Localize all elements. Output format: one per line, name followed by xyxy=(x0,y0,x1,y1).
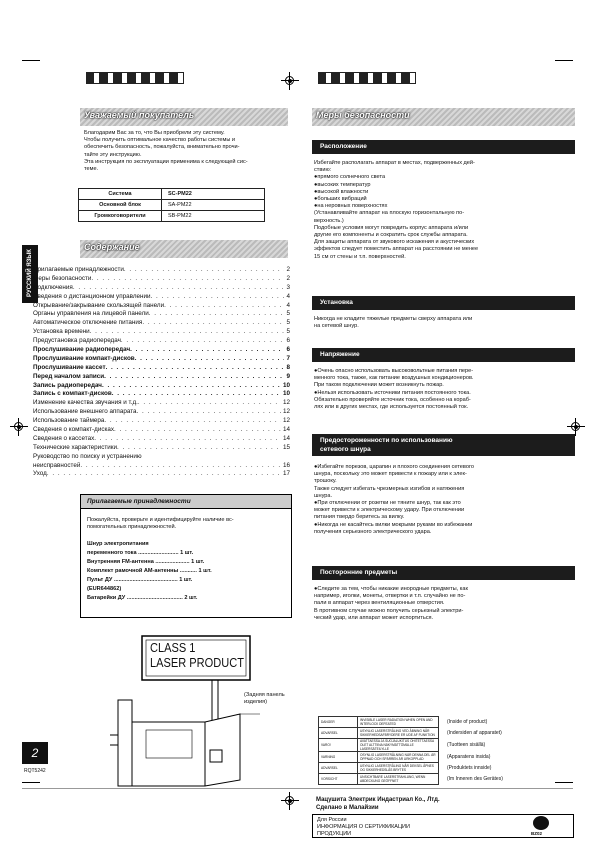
laser-label xyxy=(150,640,244,670)
table-caption: (Indersiden af apparatet) xyxy=(447,730,502,736)
page-number: 2 xyxy=(22,742,48,764)
toc-entry xyxy=(33,435,290,444)
toc-title: Автоматическое отключение питания xyxy=(33,319,143,327)
toc-title: Прослушивание радиопередач xyxy=(33,346,131,354)
text-line: При таком подключении может возникнуть пожар. xyxy=(314,382,444,389)
text-line: Мацушита Электрик Индастриал Ко., Лтд. xyxy=(316,797,440,803)
table-cell: Громкоговорители xyxy=(79,211,162,222)
toc-entry xyxy=(33,373,290,382)
text-line: (Задняя панель xyxy=(244,692,285,698)
table-caption: (Inside of product) xyxy=(447,719,488,725)
toc-entry xyxy=(33,417,290,426)
contents-title: Содержание xyxy=(84,242,140,252)
accessory-item: (EUR644862) xyxy=(87,586,122,592)
table-caption: (Produktets innside) xyxy=(447,765,492,771)
accessory-item: Шнур электропитания xyxy=(87,541,149,547)
toc-title: неисправностей xyxy=(33,461,81,469)
table-caption: (Im Inneren des Gerätes) xyxy=(447,776,503,782)
text-line: Сделано в Малайзии xyxy=(316,805,379,811)
toc-leader xyxy=(121,337,285,346)
text-line: например, иголки, монеты, отвертки и т.п. случайно не по- xyxy=(314,593,466,600)
section-heading: Расположение xyxy=(312,140,575,154)
toc-entry xyxy=(33,266,290,275)
toc-page: 6 xyxy=(286,337,290,345)
toc-leader xyxy=(124,266,285,275)
toc-entry xyxy=(33,284,290,293)
text-line: пали в аппарат через вентиляционные отверстия. xyxy=(314,600,445,607)
text-line: Избегайте располагать аппарат в местах, подверженных дей- xyxy=(314,160,475,166)
text-line: ●Следите за тем, чтобы никакие инородные предметы, как xyxy=(314,586,468,592)
text-line: Чтобы получить оптимальное качество работы системы и xyxy=(84,137,236,144)
toc-page: 12 xyxy=(282,417,290,425)
placement-text xyxy=(314,160,576,261)
toc-page: 2 xyxy=(286,266,290,273)
text-line: ●Избегайте порезов, царапин и плохого соединения сетевого xyxy=(314,464,474,470)
toc-entry xyxy=(33,328,290,337)
toc-page: 4 xyxy=(286,292,290,300)
toc-leader xyxy=(135,355,285,364)
crop-mark xyxy=(555,60,573,61)
toc-entry xyxy=(33,453,290,462)
toc-title: Органы управления на лицевой панели xyxy=(33,310,149,318)
color-bar-right xyxy=(318,72,416,84)
toc-leader xyxy=(130,346,284,355)
toc-entry xyxy=(33,355,290,364)
cord-text xyxy=(314,464,576,536)
toc-title: Прослушивание кассет xyxy=(33,363,106,371)
toc-page: 14 xyxy=(282,426,290,434)
toc-page: 3 xyxy=(286,283,290,291)
toc-title: Запись с компакт-дисков xyxy=(33,390,112,398)
toc-entry xyxy=(33,364,290,373)
safety-banner xyxy=(312,108,575,126)
toc-entry xyxy=(33,337,290,346)
text-line: Для России xyxy=(317,817,347,823)
toc-entry xyxy=(33,346,290,355)
toc-page: 16 xyxy=(282,461,290,469)
toc-entry xyxy=(33,462,290,471)
accessory-item: Батарейки ДУ .................................... 2 шт. xyxy=(87,595,198,601)
table-cell: UNSICHTBARE LASERSTRAHLUNG, WENN ABDECKUNG GEÖFFNET xyxy=(358,774,439,785)
table-cell: SC-PM22 xyxy=(162,189,265,200)
toc-entry xyxy=(33,390,290,399)
laser-class: CLASS 1 xyxy=(150,640,196,655)
accessory-item: Внутренняя FM-антенна ...................... 1 шт. xyxy=(87,559,205,565)
toc-entry xyxy=(33,319,290,328)
toc-leader xyxy=(164,302,284,311)
text-line: ●прямого солнечного света xyxy=(314,174,386,181)
toc-title: Технические характеристики xyxy=(33,443,118,451)
toc-title: Открывание/закрывание скользящей панели xyxy=(33,301,165,309)
text-line: Никогда не кладите тяжелые предметы сверху аппарата или xyxy=(314,316,473,322)
table-cell: USYNLIG LASERSTRÅLING NÅR DEKSEL ÅPNES OG SIKKERHEDSLÅS BRYTES xyxy=(358,763,439,774)
text-line: Также следует избегать чрезмерных изгибов и натяжения xyxy=(314,485,465,492)
table-cell: USYNLIG LASERSTRÅLING VED ÅBNING NÅR SIKKERHEDSAFBRYDERE ER UDE AF FUNKTION xyxy=(358,728,439,739)
toc-page: 10 xyxy=(282,381,290,389)
toc-page: 6 xyxy=(286,346,290,354)
text-line: на сетевой шнур. xyxy=(314,323,359,330)
toc-leader xyxy=(114,426,281,435)
text-line: теме. xyxy=(84,166,99,173)
table-cell: Система xyxy=(79,189,162,200)
text-line: шнура, поскольку это может привести к пожару или к элек- xyxy=(314,471,467,478)
toc-leader xyxy=(106,364,285,373)
table-cell: DANGER xyxy=(319,717,358,728)
table-row xyxy=(319,774,505,785)
laser-product: LASER PRODUCT xyxy=(150,655,244,670)
registration-mark xyxy=(281,792,299,810)
toc-title: Прослушивание компакт-дисков xyxy=(33,354,135,362)
toc-page: 2 xyxy=(286,274,290,282)
toc-leader xyxy=(104,373,284,382)
toc-entry xyxy=(33,426,290,435)
text-line: Подобные условия могут повредить корпус аппарата и/или xyxy=(314,224,469,231)
table-cell: VARO! xyxy=(319,739,358,752)
table-of-contents xyxy=(33,266,290,479)
toc-title: Запись радиопередач xyxy=(33,381,102,389)
toc-entry xyxy=(33,302,290,311)
foreign-objects-text xyxy=(314,586,576,622)
text-line: эффектов следует поместить аппарат на расстоянии не менее xyxy=(314,246,479,253)
text-line: (Устанавливайте аппарат на плоскую горизонтальную по- xyxy=(314,210,465,217)
table-cell: Основной блок xyxy=(79,200,162,211)
text-line: 15 см от стены и т.п. поверхностей. xyxy=(314,253,406,260)
toc-page: 5 xyxy=(286,319,290,327)
toc-entry xyxy=(33,399,290,408)
intro-text xyxy=(84,130,294,173)
table-cell: ADVARSEL xyxy=(319,763,358,774)
text-line: ●высокой влажности xyxy=(314,188,369,195)
toc-entry xyxy=(33,444,290,453)
toc-leader xyxy=(80,462,281,471)
text-line: тайте эту инструкцию. xyxy=(84,151,142,158)
accessory-item: Комплект рамочной AM-антенны ........... 1 шт. xyxy=(87,568,212,574)
text-line: лях или в других местах, где используется постоянный ток. xyxy=(314,404,469,411)
toc-leader xyxy=(142,319,284,328)
text-line: изделия) xyxy=(244,699,268,706)
text-line: трошоку. xyxy=(314,478,337,485)
text-line: ствию: xyxy=(314,167,332,174)
table-row xyxy=(319,739,505,752)
text-line: помогательных принадлежностей. xyxy=(87,524,177,531)
text-line: Пожалуйста, проверьте и идентифицируйте наличие вс- xyxy=(87,517,234,523)
text-line: ●на неровных поверхностях xyxy=(314,203,388,210)
voltage-text xyxy=(314,368,576,411)
text-line: ●Нельзя использовать источники питания постоянного тока. xyxy=(314,389,471,396)
text-line: Обязательно проверяйте источник тока, особенно на кораб- xyxy=(314,396,471,403)
certification-box xyxy=(312,814,574,838)
toc-page: 8 xyxy=(286,363,290,371)
text-line: ●Никогда не касайтесь вилки мокрыми руками во избежании xyxy=(314,521,473,528)
table-caption: (Apparatens insida) xyxy=(447,754,491,760)
toc-page: 5 xyxy=(286,328,290,336)
footer-rule xyxy=(22,788,573,789)
crop-mark xyxy=(22,782,40,783)
table-cell: INVISIBLE LASER RADIATION WHEN OPEN AND INTERLOCK DEFEATED xyxy=(358,717,439,728)
accessory-item: Пульт ДУ ......................................... 1 шт. xyxy=(87,577,193,583)
manufacturer xyxy=(316,796,440,812)
section-title: Уважаемый покупатель xyxy=(84,110,195,120)
toc-title: Использование таймера xyxy=(33,417,105,425)
text-line: обеспечить безопасность, пожалуйста, внимательно прочи- xyxy=(84,144,240,151)
toc-title: Меры безопасности xyxy=(33,274,92,282)
toc-entry xyxy=(33,275,290,284)
text-line: ческий удар, или аппарат может испортиться. xyxy=(314,614,434,621)
toc-title: Изменение качества звучания и т.д. xyxy=(33,399,138,407)
toc-leader xyxy=(149,310,285,319)
text-line: ●больших вибраций xyxy=(314,196,367,203)
toc-page: 12 xyxy=(282,399,290,407)
toc-leader xyxy=(137,408,281,417)
section-banner xyxy=(80,108,288,126)
text-line: ●При отключении от розетки не тяните шнур, так как это xyxy=(314,500,461,507)
text-line: может привести к электрическому удару. При отключении xyxy=(314,507,465,514)
registration-mark xyxy=(10,418,28,436)
text-line: ●Очень опасно использовать высоковольтные питания пере- xyxy=(314,368,474,374)
toc-title: Уход xyxy=(33,470,47,478)
installation-text xyxy=(314,316,576,330)
toc-page: 10 xyxy=(282,390,290,398)
certification-logo-icon xyxy=(533,816,549,830)
table-row xyxy=(319,717,505,728)
text-line: сетевого шнура xyxy=(320,446,371,453)
text-line: питания твердо беритесь за вилку. xyxy=(314,514,405,521)
toc-page: 17 xyxy=(282,470,290,478)
toc-entry xyxy=(33,293,290,302)
crop-mark xyxy=(22,60,40,61)
toc-leader xyxy=(47,470,281,479)
contents-banner xyxy=(80,240,288,258)
toc-leader xyxy=(104,417,281,426)
toc-title: Сведения о кассетах xyxy=(33,434,95,442)
section-heading xyxy=(312,434,575,456)
text-line: шнура. xyxy=(314,492,333,499)
table-cell: VORSICHT xyxy=(319,774,358,785)
text-line: верхность.) xyxy=(314,217,344,224)
text-line: Эта инструкция по эксплуатации применима к следующей сис- xyxy=(84,158,248,165)
accessories-title: Прилагаемые принадлежности xyxy=(81,495,291,509)
table-cell: AVATTAESSA JA SUOJALUKITUS OHITETTAESSA OLET ALTTIINA NÄKYMÄTTÖMÄLLE LASERSÄTEILYLLE xyxy=(358,739,439,752)
text-line: ●высоких температур xyxy=(314,181,371,188)
text-line: ИНФОРМАЦИЯ О СЕРТИФИКАЦИИ xyxy=(317,823,410,830)
toc-entry xyxy=(33,310,290,319)
toc-entry xyxy=(33,408,290,417)
toc-leader xyxy=(73,284,285,293)
toc-title: Сведения о компакт-дисках xyxy=(33,426,115,434)
toc-page: 4 xyxy=(286,301,290,309)
text-line: В противном случае можно получить серьезный электри- xyxy=(314,607,464,614)
language-tab-label: РУССКИЙ ЯЗЫК xyxy=(27,249,33,297)
toc-leader xyxy=(90,328,285,337)
toc-leader xyxy=(117,444,281,453)
certification-code: BZ02 xyxy=(531,831,543,836)
text-line: Предостороженности по использованию xyxy=(320,437,453,444)
toc-page: 9 xyxy=(286,372,290,380)
table-cell: SA-PM22 xyxy=(162,200,265,211)
table-row xyxy=(319,728,505,739)
text-line: менного тока, также, как питание воздушных кондиционеров. xyxy=(314,375,474,382)
text-line: другие его компоненты и сократить срок службы аппарата. xyxy=(314,232,468,239)
toc-page: 5 xyxy=(286,310,290,318)
crop-mark xyxy=(555,782,573,783)
table-cell: SB-PM22 xyxy=(162,211,265,222)
toc-leader xyxy=(112,390,281,399)
table-cell: OSYNLIG LASERSTRÅLNING NÄR DENNA DEL ÄR ÖPPNAD OCH SPÄRREN ÄR URKOPPLAD xyxy=(358,752,439,763)
toc-title: Предустановка радиопередач xyxy=(33,337,121,345)
toc-title: Использование внешнего аппарата xyxy=(33,408,137,416)
toc-title: Подключения xyxy=(33,283,73,291)
certification-text xyxy=(317,817,410,837)
text-line: Для защиты аппарата от звукового искажения и акустических xyxy=(314,239,475,246)
table-cell: VARNING xyxy=(319,752,358,763)
section-heading: Посторонние предметы xyxy=(312,566,575,580)
toc-page: 7 xyxy=(286,354,290,362)
toc-page: 15 xyxy=(282,443,290,451)
toc-title: Перед началом записи xyxy=(33,372,105,380)
table-row xyxy=(319,752,505,763)
color-bar-left xyxy=(86,72,184,84)
toc-leader xyxy=(94,435,281,444)
toc-title: Сведения о дистанционном управлении xyxy=(33,292,151,300)
accessories-box xyxy=(80,494,292,618)
toc-page: 14 xyxy=(282,434,290,442)
toc-page: 12 xyxy=(282,408,290,416)
doc-code: RQT5242 xyxy=(24,768,46,774)
rear-caption xyxy=(244,692,304,706)
toc-entry xyxy=(33,470,290,479)
table-caption: (Tuotteen sisällä) xyxy=(447,742,486,748)
accessory-item: переменного тока .......................... 1 шт. xyxy=(87,550,194,556)
toc-leader xyxy=(102,382,281,391)
toc-title: Прилагаемые принадлежности xyxy=(33,266,124,273)
toc-title: Установка времени xyxy=(33,328,90,336)
text-line: ПРОДУКЦИИ xyxy=(317,830,352,837)
section-heading: Напряжение xyxy=(312,348,575,362)
safety-title: Меры безопасности xyxy=(316,110,410,120)
section-heading: Установка xyxy=(312,296,575,310)
table-cell: ADVARSEL xyxy=(319,728,358,739)
toc-entry xyxy=(33,382,290,391)
toc-leader xyxy=(91,275,284,284)
table-row xyxy=(319,763,505,774)
laser-warning-table xyxy=(318,716,505,785)
toc-leader xyxy=(151,293,285,302)
text-line: получения серьезного электрического удара. xyxy=(314,528,432,535)
toc-leader xyxy=(138,399,281,408)
toc-title: Руководство по поиску и устранению xyxy=(33,452,142,460)
model-table xyxy=(78,188,265,222)
registration-mark xyxy=(281,72,299,90)
text-line: Благодарим Вас за то, что Вы приобрели эту систему. xyxy=(84,130,225,136)
